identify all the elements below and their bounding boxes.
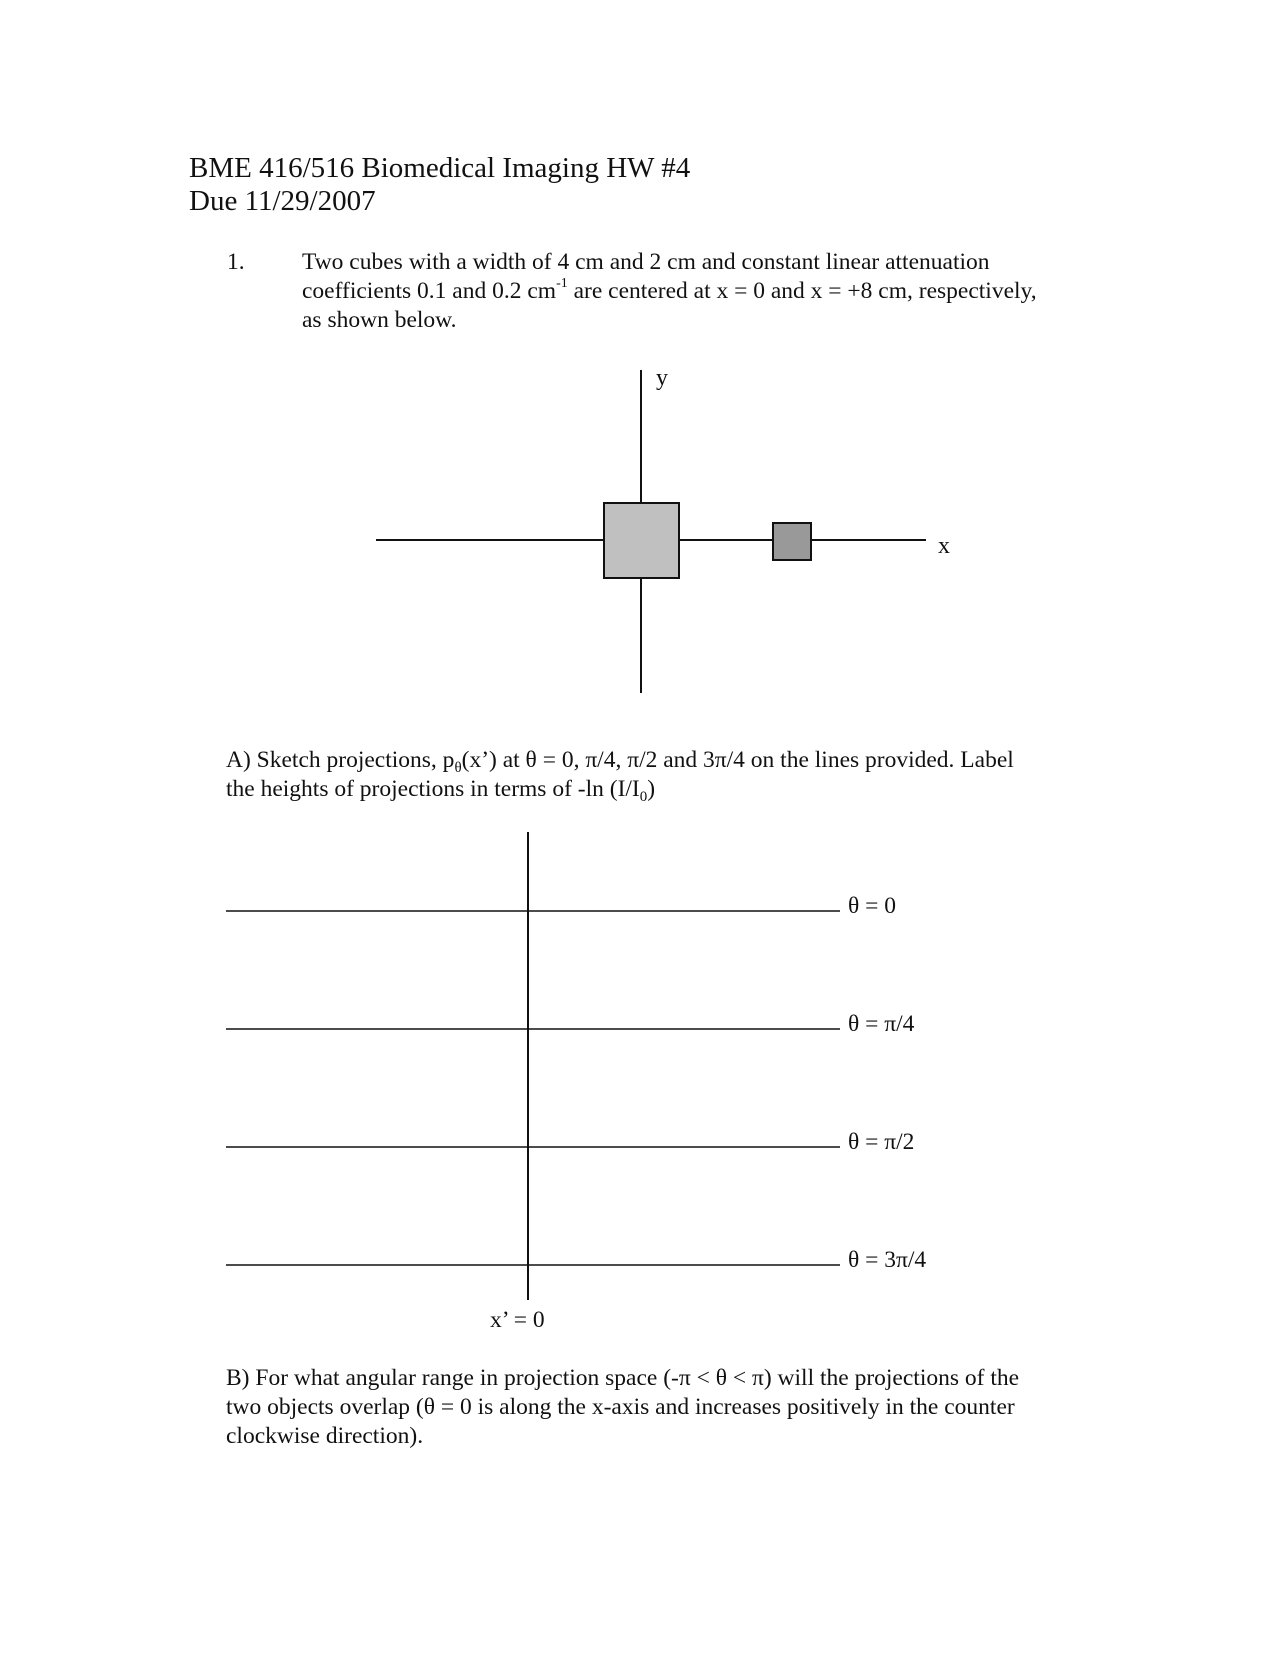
unit-exponent: -1 [556, 276, 568, 291]
part-a-line-2 [226, 775, 655, 807]
page-title: BME 416/516 Biomedical Imaging HW #4 [189, 152, 691, 184]
problem-text-line-3: as shown below. [302, 307, 457, 333]
problem-text-line-2-end: are centered at x = 0 and x = +8 cm, respectively, [567, 278, 1037, 304]
y-axis-label: y [656, 365, 668, 391]
origin-label: x’ = 0 [490, 1307, 545, 1333]
part-a-line-1 [226, 746, 1014, 778]
small-cube [773, 523, 811, 560]
zero-subscript: 0 [639, 789, 648, 805]
part-a-line-2-end: ) [647, 776, 656, 802]
part-a-line-1-end: (x’) at θ = 0, π/4, π/2 and 3π/4 on the lines provided. Label [461, 747, 1014, 773]
part-a-line-2-start: the heights of projections in terms of -ln (I/I [226, 776, 640, 802]
projection-label-theta-pi-4: θ = π/4 [848, 1011, 915, 1037]
problem-number: 1. [227, 249, 245, 275]
part-b-line-1: B) For what angular range in projection space (-π < θ < π) will the projections of the [226, 1365, 1020, 1391]
due-date: Due 11/29/2007 [189, 185, 376, 217]
projection-label-theta-pi-2: θ = π/2 [848, 1129, 915, 1155]
theta-subscript: θ [454, 760, 462, 776]
projection-label-theta-3pi-4: θ = 3π/4 [848, 1247, 927, 1273]
problem-text-line-2-start: coefficients 0.1 and 0.2 cm [302, 278, 557, 304]
part-a-line-1-start: A) Sketch projections, p [226, 747, 455, 773]
large-cube [604, 503, 679, 578]
part-b-line-3: clockwise direction). [226, 1423, 424, 1449]
x-axis-label: x [938, 533, 950, 559]
problem-text-line-1: Two cubes with a width of 4 cm and 2 cm and constant linear attenuation [302, 249, 990, 275]
projection-label-theta-0: θ = 0 [848, 893, 897, 919]
part-b-line-2: two objects overlap (θ = 0 is along the x-axis and increases positively in the counter [226, 1394, 1015, 1420]
